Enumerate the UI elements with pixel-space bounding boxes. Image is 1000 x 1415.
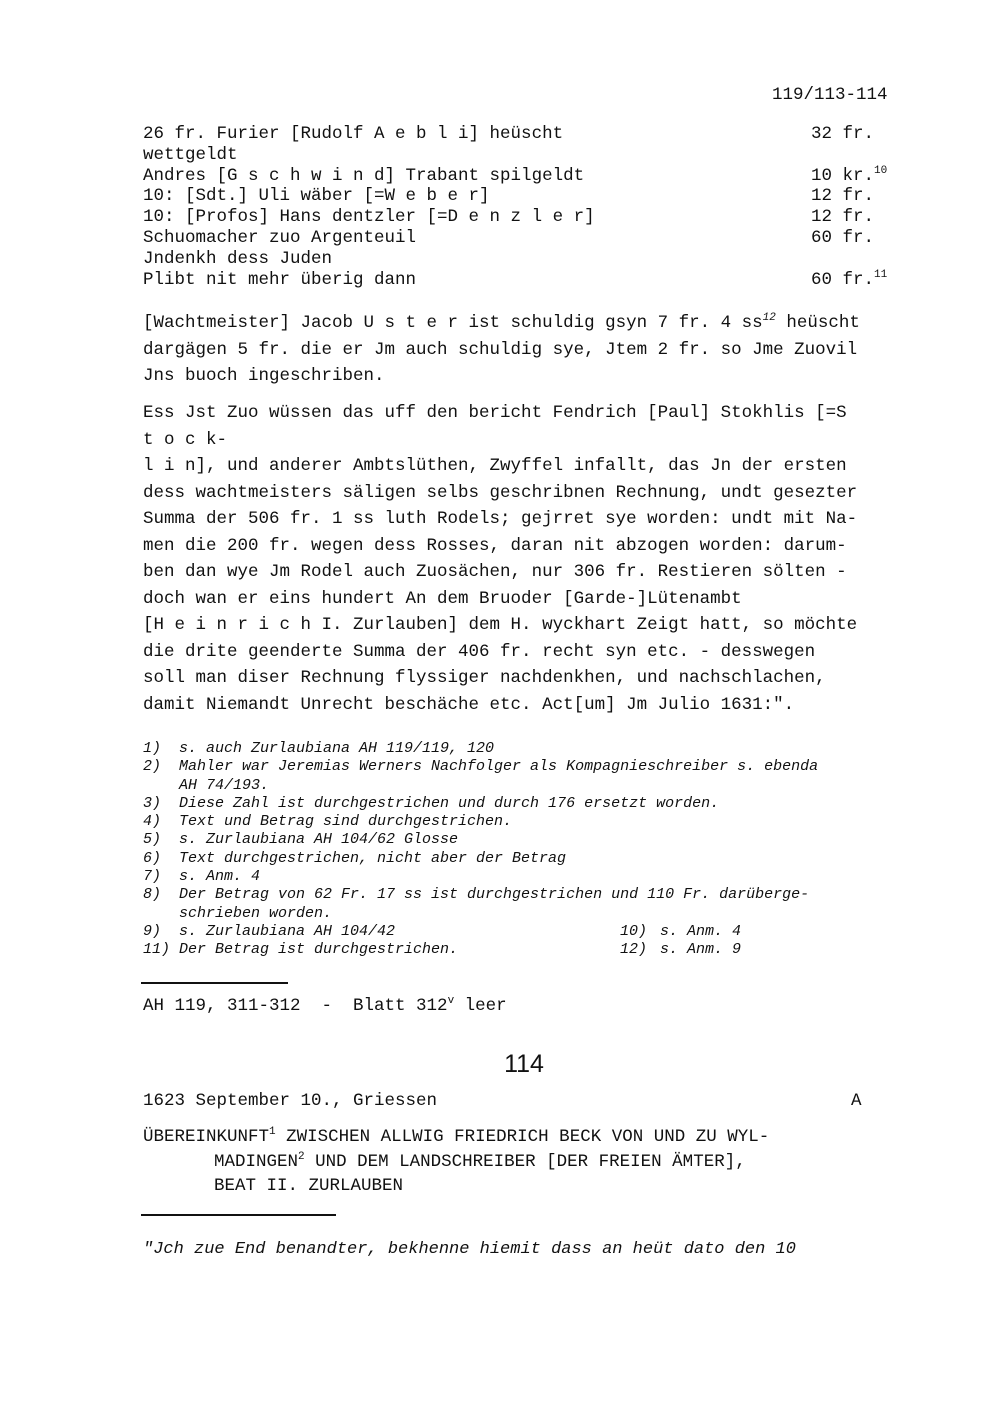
text-line: dargägen 5 fr. die er Jm auch schuldig sye, Jtem 2 fr. so Jme Zuovil bbox=[143, 339, 858, 360]
text-line: damit Niemandt Unrecht beschäche etc. Act[um] Jm Julio 1631:". bbox=[143, 694, 795, 715]
ledger-amount: 10 kr.$^{10}$ bbox=[811, 164, 888, 186]
ledger-row bbox=[143, 207, 903, 228]
ledger-entry-text: 10: [Profos] Hans dentzler [=D e n z l e r] bbox=[143, 207, 595, 228]
ledger-row bbox=[143, 186, 903, 207]
footnote-divider bbox=[141, 982, 288, 984]
footnote: 5) s. Zurlaubiana AH 104/62 Glosse bbox=[143, 831, 459, 849]
title-divider bbox=[141, 1214, 336, 1216]
text-line: doch wan er eins hundert An dem Bruoder [Garde-]Lütenambt bbox=[143, 588, 742, 609]
text-line: Jns buoch ingeschriben. bbox=[143, 366, 385, 386]
document-number: 114 bbox=[504, 1050, 544, 1078]
ledger-amount: 60 fr. bbox=[811, 227, 875, 248]
ledger-row bbox=[143, 124, 903, 145]
ledger-amount: 60 fr.$^{11}$ bbox=[811, 268, 888, 290]
footnote: 11) Der Betrag ist durchgestrichen. 12) s. Anm. 9 bbox=[143, 941, 742, 959]
title-line: ÜBEREINKUNFT$^1$ ZWISCHEN ALLWIG FRIEDRICH BECK VON UND ZU WYL- bbox=[143, 1126, 770, 1147]
footnote: 4) Text und Betrag sind durchgestrichen. bbox=[143, 813, 513, 831]
document-quote: "Jch zue End benandter, bekhenne hiemit dass an heüt dato den 10 bbox=[143, 1240, 796, 1259]
ledger-entry-text: wettgeldt bbox=[143, 144, 238, 165]
text-line: l i n], und anderer Ambtslüthen, Zwyffel infallt, das Jn der ersten bbox=[143, 456, 847, 476]
ledger-row bbox=[143, 270, 903, 291]
ledger-row bbox=[143, 145, 903, 166]
ledger-entry-text: 26 fr. Furier [Rudolf A e b l i] heüscht bbox=[143, 124, 564, 144]
date-place: 1623 September 10., Griessen bbox=[143, 1091, 438, 1111]
ledger-amount: 12 fr. bbox=[811, 207, 875, 228]
footnote-marker: 11 bbox=[874, 268, 888, 281]
footnote-marker: 12 bbox=[762, 312, 776, 324]
text-line: [H e i n r i c h I. Zurlauben] dem H. wyckhart Zeigt hatt, so möchte bbox=[143, 615, 858, 635]
superscript: v bbox=[447, 995, 455, 1007]
ledger-amount: 32 fr. bbox=[811, 124, 875, 144]
ledger-row bbox=[143, 166, 903, 187]
ledger-row bbox=[143, 228, 903, 249]
footnote: 6) Text durchgestrichen, nicht aber der Betrag bbox=[143, 849, 567, 867]
audit-paragraph bbox=[143, 400, 913, 718]
footnote-marker: 1 bbox=[269, 1126, 276, 1138]
ledger-entry-text: Andres [G s c h w i n d] Trabant spilgeldt bbox=[143, 165, 585, 186]
text-line: die drite geenderte Summa der 406 fr. recht syn etc. - desswegen bbox=[143, 641, 816, 662]
text-line: ben dan wye Jm Rodel auch Zuosächen, nur 306 fr. Restieren sölten - bbox=[143, 562, 847, 582]
footnote-marker: 2 bbox=[298, 1150, 305, 1163]
debt-paragraph bbox=[143, 310, 913, 390]
ledger-entry-text: Plibt nit mehr überig dann bbox=[143, 269, 417, 290]
text-line: [Wachtmeister] Jacob U s t e r ist schuldig gsyn 7 fr. 4 $ss^{12}$ heüscht bbox=[143, 312, 860, 333]
footnote: 3) Diese Zahl ist durchgestrichen und durch 176 ersetzt worden. bbox=[143, 794, 720, 812]
document-letter: A bbox=[851, 1091, 862, 1111]
footnote-continuation: AH 74/193. bbox=[179, 776, 270, 794]
text-line: Ess Jst Zuo wüssen das uff den bericht Fendrich [Paul] Stokhlis [=S bbox=[143, 403, 847, 423]
account-ledger bbox=[143, 124, 903, 290]
ledger-entry-text: 10: [Sdt.] Uli wäber [=W e b e r] bbox=[143, 186, 490, 207]
ledger-entry-text: Schuomacher zuo Argenteuil bbox=[143, 227, 417, 248]
footnote-marker: 10 bbox=[874, 164, 888, 177]
page-reference: 119/113-114 bbox=[772, 85, 888, 105]
footnote: 7) s. Anm. 4 bbox=[143, 868, 261, 886]
text-line: Summa der 506 fr. 1 ss luth Rodels; gejrret sye worden: undt mit Na- bbox=[143, 509, 858, 529]
text-line: t o c k- bbox=[143, 429, 228, 450]
text-line: dess wachtmeisters säligen selbs geschribnen Rechnung, undt gesezter bbox=[143, 482, 858, 503]
ledger-row bbox=[143, 249, 903, 270]
text-line: soll man diser Rechnung flyssiger nachdenkhen, und nachschlachen, bbox=[143, 668, 826, 688]
ledger-amount: 12 fr. bbox=[811, 186, 875, 207]
footnote: 8) Der Betrag von 62 Fr. 17 ss ist durchgestrichen und 110 Fr. darüberge- bbox=[143, 886, 810, 904]
source-line: AH 119, 311-312 - Blatt 312$^v$ leer bbox=[143, 995, 507, 1016]
ledger-entry-text: Jndenkh dess Juden bbox=[143, 248, 333, 269]
footnote-continuation: schrieben worden. bbox=[179, 904, 333, 922]
footnote: 1) s. auch Zurlaubiana AH 119/119, 120 bbox=[143, 740, 495, 757]
footnotes bbox=[143, 740, 913, 960]
title-line: MADINGEN$^2$ UND DEM LANDSCHREIBER [DER FREIEN ÄMTER], bbox=[214, 1150, 746, 1172]
footnote: 9) s. Zurlaubiana AH 104/42 10) s. Anm. 4 bbox=[143, 922, 742, 940]
text-line: men die 200 fr. wegen dess Rosses, daran nit abzogen worden: darum- bbox=[143, 535, 847, 556]
title-line: BEAT II. ZURLAUBEN bbox=[214, 1176, 404, 1196]
footnote: 2) Mahler war Jeremias Werners Nachfolger als Kompagnieschreiber s. ebenda bbox=[143, 758, 819, 776]
document-title bbox=[143, 1126, 769, 1198]
